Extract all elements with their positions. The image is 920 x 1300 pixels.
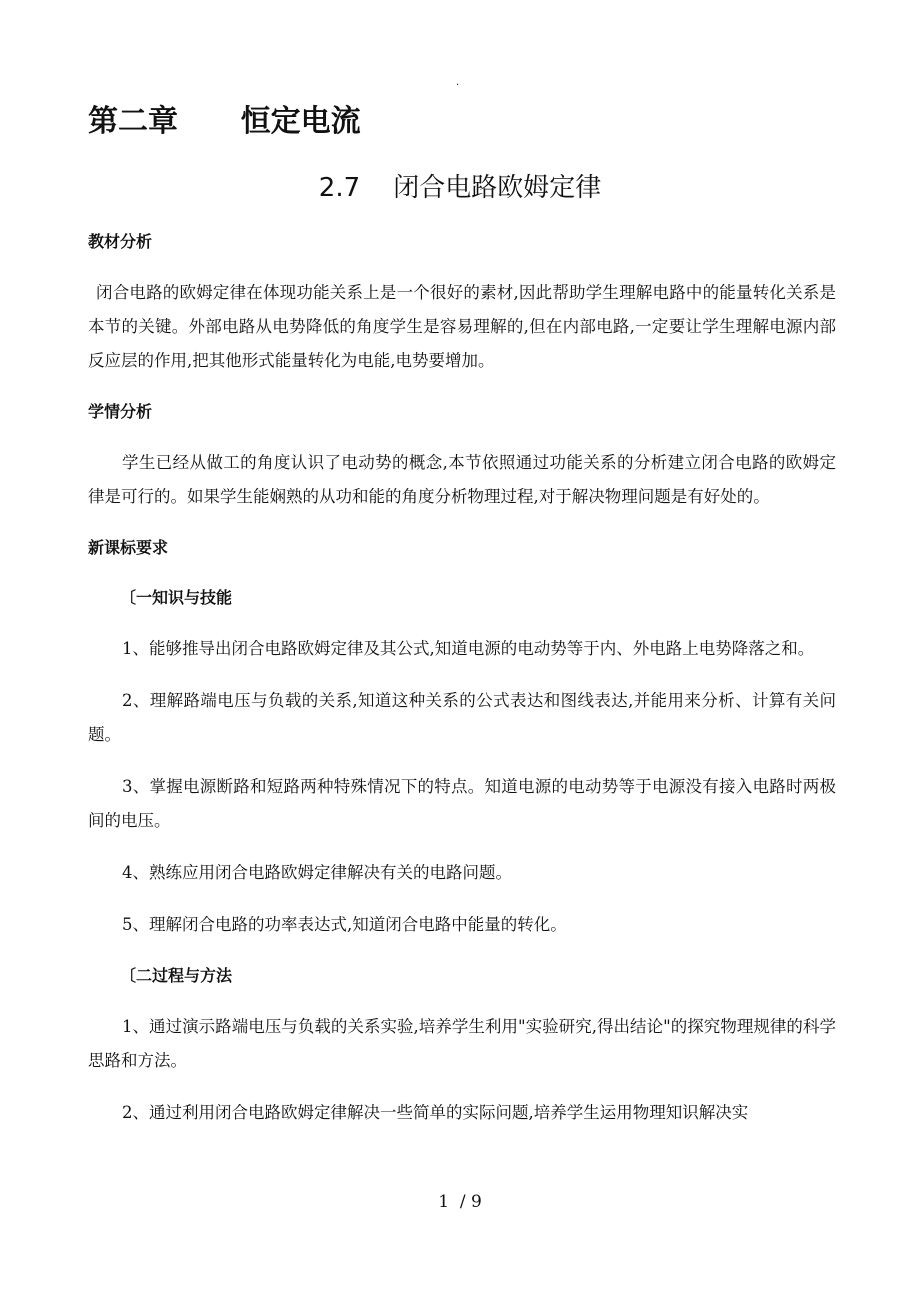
section-title: 2.7 闭合电路欧姆定律 xyxy=(318,173,602,203)
chapter-title: 第二章 恒定电流 xyxy=(88,104,361,139)
subheading-process-methods: 〔二过程与方法 xyxy=(120,966,233,985)
subheading-knowledge-skills: 〔一知识与技能 xyxy=(120,588,233,607)
list-item: 2、理解路端电压与负载的关系,知道这种关系的公式表达和图线表达,并能用来分析、计算有关问题。 xyxy=(88,691,836,744)
page-number: 1 / 9 xyxy=(438,1192,482,1212)
list-item: 1、通过演示路端电压与负载的关系实验,培养学生利用"实验研究,得出结论"的探究物理规律的科学思路和方法。 xyxy=(88,1017,836,1070)
list-item: 3、掌握电源断路和短路两种特殊情况下的特点。知道电源的电动势等于电源没有接入电路时两极间的电压。 xyxy=(88,777,836,830)
heading-curriculum: 新课标要求 xyxy=(88,538,169,557)
list-item: 5、理解闭合电路的功率表达式,知道闭合电路中能量的转化。 xyxy=(122,915,567,934)
header-mark: . xyxy=(456,77,460,88)
heading-student-analysis: 学情分析 xyxy=(88,402,153,421)
heading-material-analysis: 教材分析 xyxy=(88,232,153,251)
document-body xyxy=(88,226,836,1130)
material-analysis-text: 闭合电路的欧姆定律在体现功能关系上是一个很好的素材,因此帮助学生理解电路中的能量转化关系是本节的关键。外部电路从电势降低的角度学生是容易理解的,但在内部电路,一定要让学生理解电源内部反应层的作用,把其他形式能量转化为电能,电势要增加。 xyxy=(88,283,836,370)
list-item: 2、通过利用闭合电路欧姆定律解决一些简单的实际问题,培养学生运用物理知识解决实 xyxy=(122,1103,749,1122)
list-item: 4、熟练应用闭合电路欧姆定律解决有关的电路问题。 xyxy=(122,863,512,882)
list-item: 1、能够推导出闭合电路欧姆定律及其公式,知道电源的电动势等于内、外电路上电势降落之和。 xyxy=(122,639,815,658)
student-analysis-text: 学生已经从做工的角度认识了电动势的概念,本节依照通过功能关系的分析建立闭合电路的欧姆定律是可行的。如果学生能娴熟的从功和能的角度分析物理过程,对于解决物理问题是有好处的。 xyxy=(88,453,836,506)
